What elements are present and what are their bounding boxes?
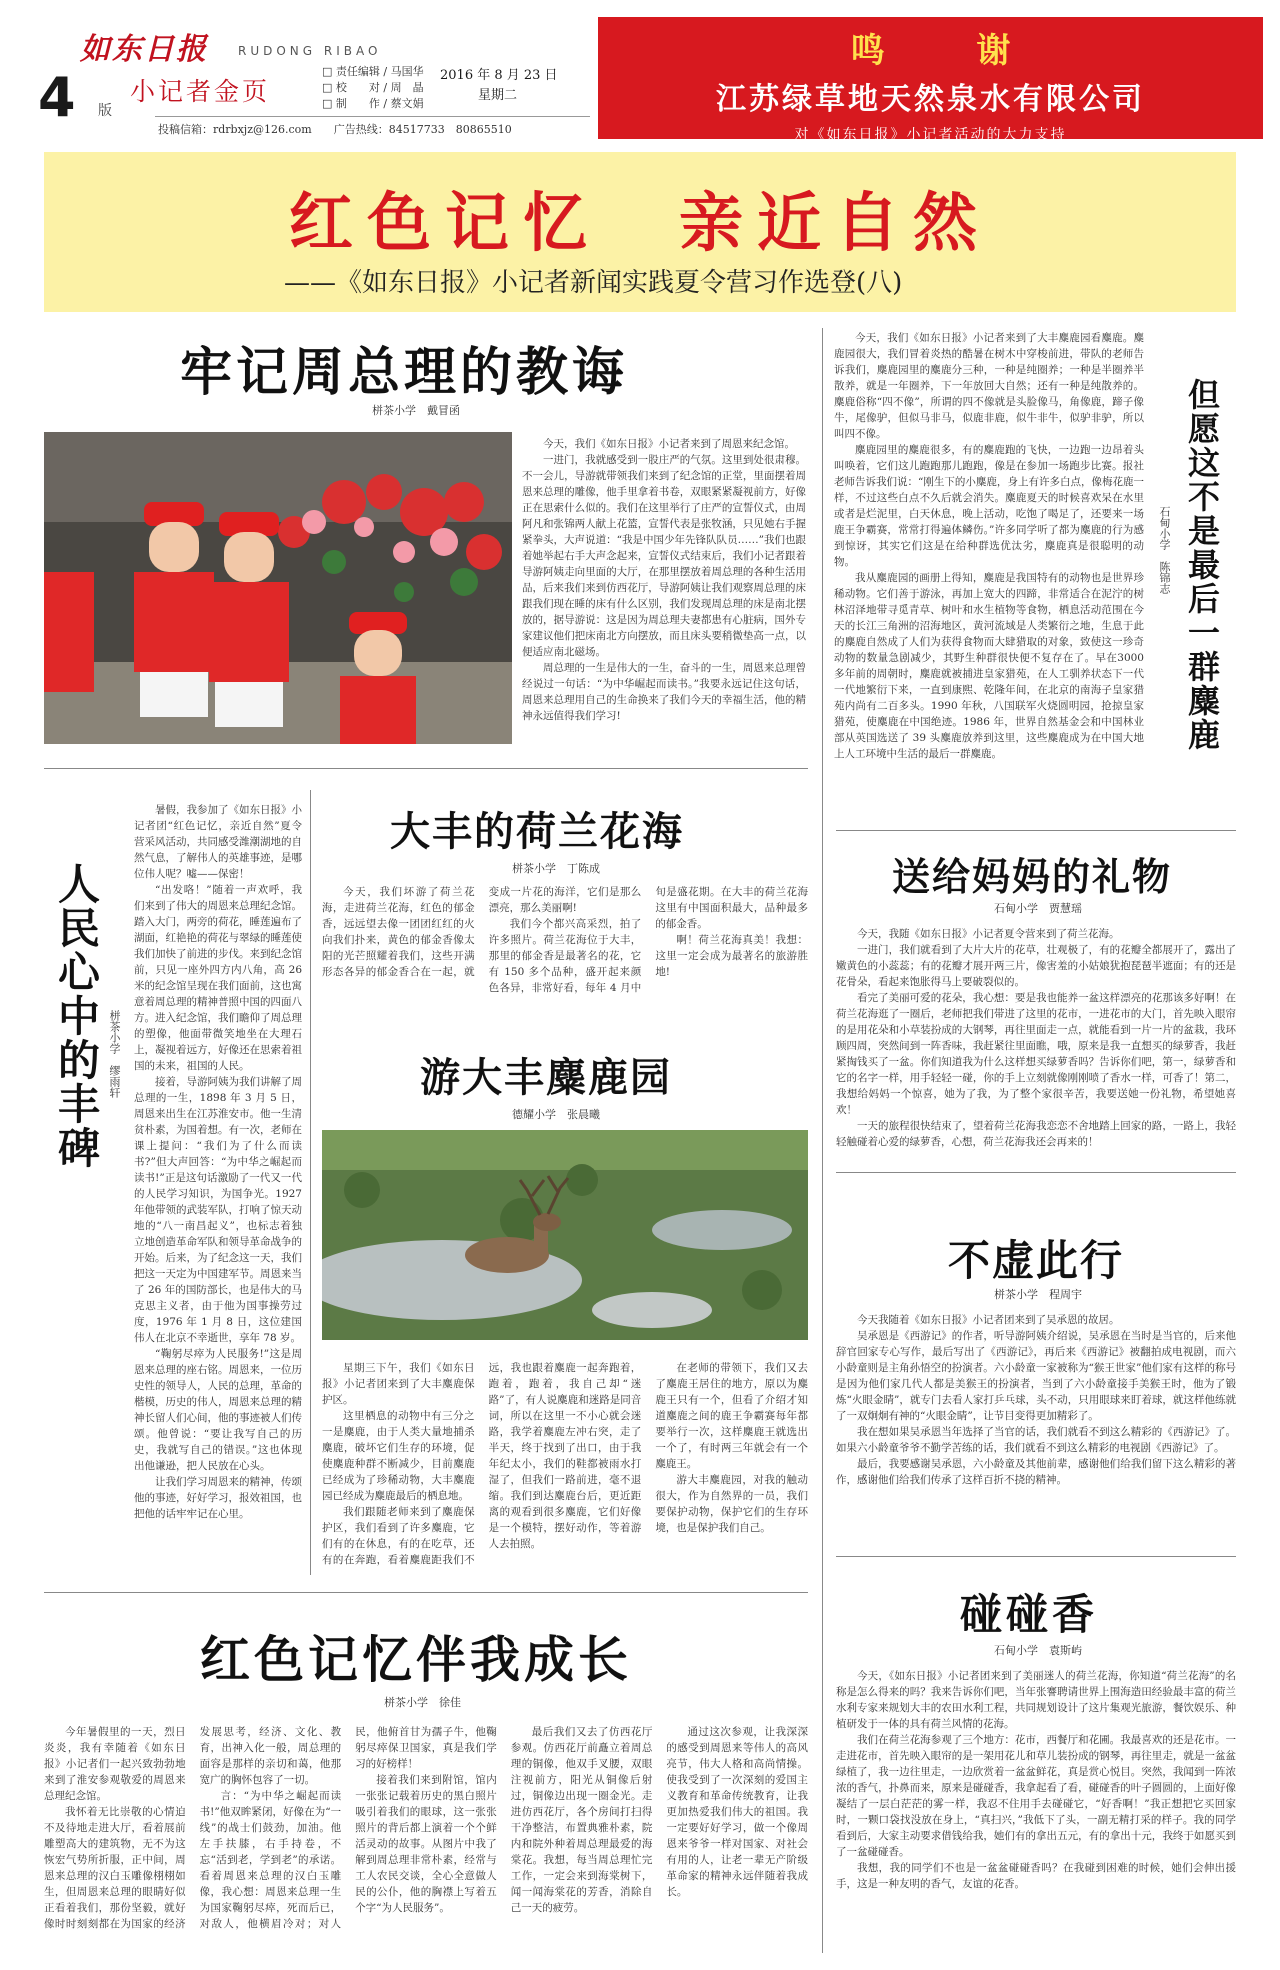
paragraph: 最后我们又去了仿西花厅参观。仿西花厅前矗立着周总理的铜像，他双手叉腰，双眼注视前方，阳光从铜像后射过，铜像边出现一圈金光。走进仿西花厅，各个房间打扫得干净整洁，布置典雅朴素，院内和院外种着周总理最爱的海棠花。我想，每当周总理忙完工作，一定会来到海棠树下，闻一闻海棠花的芳香，消除自己一天的疲劳。 <box>510 1726 653 1914</box>
paragraph: 一进门，我就感受到一股庄严的气氛。这里到处很肃穆。不一会儿，导游就带领我们来到了纪念馆的正堂，里面摆着周恩来总理的雕像，他手里拿着书卷，双眼紧紧凝视前方，好像正在思索什么似的。我们在这里举行了庄严的宣誓仪式，由周阿凡和张锦两人献上花篮，宣誓代表是张牧涵，只见她右手握紧拳头，大声说道：“我是中国少年先锋队队员……”我们也跟着她举起右手大声念起来，宣誓仪式结束后，我们小记者跟着导游阿姨走向里面的大厅，在那里摆放着周总理的各种生活用品，后来我们来到仿西花厅，导游阿姨让我们观察周总理的床跟我们现在睡的床有什么区别，我们发现周总理的床是南北摆放的，据导游说：这是因为周总理夫妻都患有心脏病，国外专家建议他们把床南北方向摆放，而且床头要稍微垫高一点，以便适应南北磁场。 <box>522 454 806 658</box>
paragraph: “鞠躬尽瘁为人民服务!”这是周恩来总理的座右铭。周恩来，一位历史性的领导人，人民的总理，革命的楷模，历史的伟人，周恩来总理的精神长留人们心间，他的事迹被人们传颂。他曾说：“要让我写自己的历史，我就写自己的错误。”这也体现出他谦逊，把人民放在心头。 <box>134 1348 302 1472</box>
paragraph: 言：“为中华之崛起而读书!”他双眸紧闭，好像在为“一线”的战士们鼓劲，加油。他左手扶膝，右手持卷，不忘“活到老，学到老”的承诺。看着周恩来总理的汉白玉雕像，我心想：周恩来总理一生为国家鞠躬尽瘁，死而后已，对敌人，他横眉冷对；对人民，他俯首甘为孺子牛，他鞠躬尽瘁保卫国家，真是我们学习的好榜样！ <box>199 1726 497 1930</box>
article-body <box>522 436 806 756</box>
article-title: 送给妈妈的礼物 <box>892 854 1173 899</box>
paragraph: 麋鹿园里的麋鹿很多，有的麋鹿跑的飞快，一边跑一边昂着头叫唤着，它们这儿跑跑那儿跑跑，像是在参加一场跑步比赛。报社老师告诉我们说：“刚生下的小麋鹿，身上有许多白点，像梅花鹿一样，不过这些白点不久后就会消失。麋鹿夏天的时候喜欢呆在水里或者是烂泥里，白天休息，晚上活动，吃饱了喝足了，还要来一场鹿王争霸赛，常常打得遍体鳞伤。”许多同学听了都为麋鹿的行为感到惊讶，其实它们这是在给种群选优汰劣，麋鹿真是很聪明的动物。 <box>834 444 1144 568</box>
banner-headline: 红色记忆 亲近自然 <box>289 186 991 261</box>
paragraph: 啊！荷兰花海真美！我想：这里一定会成为最著名的旅游胜地! <box>655 934 808 978</box>
paragraph: 我从麋鹿园的画册上得知，麋鹿是我国特有的动物也是世界珍稀动物。它们善于游泳，再加上宽大的四蹄，非常适合在泥泞的树林沼泽地带寻觅青草、树叶和水生植物等食物，栖息活动范围在今天的长江三角洲的沼海地区，黄河流域是人类繁衍之地，生息于此的麋鹿自然成了人们为获得食物而大肆猎取的对象，致使这一珍奇动物的数量急剧减少，其野生种群很快便不复存在了。早在3000 多年前的周朝时，麋鹿就被捕进皇家猎苑，在人工驯养状态下一代一代地繁衍下来，一直到康熙、乾隆年间，在北京的南海子皇家猎苑内尚有二百多头。1990 年秋，八国联军火烧圆明园，抢掠皇家猎苑，使麋鹿在中国绝迹。1986 年，世界自然基金会和中国林业部从英国选送了 39 头麋鹿放养到这里，这些麋鹿成为在中国大地上人工环境中生活的最后一群麋鹿。 <box>834 572 1144 760</box>
feature-banner <box>44 152 1236 312</box>
article-title: 游大丰麋鹿园 <box>420 1054 672 1101</box>
issue-date <box>440 66 558 106</box>
paragraph: 周总理的一生是伟大的一生，奋斗的一生，周恩来总理曾经说过一句话：“为中华崛起而读书。”我要永远记住这句话，周恩来总理用自己的生命换来了我们今天的幸福生活，他的精神永远值得我们学习! <box>522 662 806 722</box>
paragraph: 在老师的带领下，我们又去了麋鹿王居住的地方，原以为麋鹿王只有一个，但看了介绍才知道麋鹿之间的鹿王争霸赛每年都要举行一次，这样麋鹿王就选出一个了，有时两三年就会有一个麋鹿王。 <box>655 1362 808 1470</box>
paragraph: 看完了美丽可爱的花朵，我心想：要是我也能养一盆这样漂亮的花那该多好啊！在荷兰花海逛了一圈后，老师把我们带进了这里的花市，一进花市的大门，首先映入眼帘的是用花朵和小草装扮成的大钢琴，再往里面走一点，就能看到一片一片的盆栽，我环顾四周，突然间到一阵香味，我赶紧往里面瞧，哦，原来是我一直想买的绿萝香，我赶紧掏钱买了一盆。你们知道我为什么这样想买绿萝香吗？告诉你们吧，第一，绿萝香和它的名字一样，用手轻轻一碰，你的手上立刻就像刚刚喷了香水一样，可香了！第二，我想给妈妈一个惊喜，她为了我，为了整个家很辛苦，我要送她一份礼物，希望她喜欢！ <box>836 992 1236 1116</box>
paragraph: 通过这次参观，让我深深的感受到周恩来等伟人的高风亮节，伟大人格和高尚情操。使我受到了一次深刻的爱国主义教育和革命传统教育，让我更加热爱我们伟大的祖国。我一定要好好学习，做一个像周恩来爷爷一样对国家、对社会有用的人，让老一辈无产阶级革命家的精神永远伴随着我成长。 <box>666 1726 808 1898</box>
paragraph: 我们跟随老师来到了麋鹿保护区，我们看到了许多麋鹿，它们有的在休息，有的在吃草，还有的在奔跑，看着麋鹿距我们不远，我也跟着麋鹿一起奔跑着，跑着，跑着，我自己却“迷路”了，有人说麋鹿和迷路是同音词，所以在这里一不小心就会迷路，我学着麋鹿左冲右突，走了半天，终于找到了出口，由于我年纪太小，我们的鞋都被雨水打湿了，但我们一路前进，毫不退缩。我们到达麋鹿台后，更近距离的观看到很多麋鹿，它们好像是一个模特，摆好动作，等着游人去拍照。 <box>322 1362 642 1566</box>
article-title: 牢记周总理的教诲 <box>180 342 629 403</box>
camera-photo-icon <box>44 432 512 744</box>
weekday-text: 星期二 <box>478 88 518 103</box>
paragraph: 吴承恩是《西游记》的作者，听导游阿姨介绍说，吴承恩在当时是当官的，后来他辞官回家专心写作，最后写出了《西游记》，再后来《西游记》被翻拍成电视剧，而六小龄童则是主角孙悟空的扮演者。六小龄童一家被称为“猴王世家”他们家有这样的称号是因为他们家几代人都是美猴王的扮演者，当到了六小龄童接手美猴王时，他为了锻炼“火眼金睛”，就专门去看人家打乒乓球，头不动，只用眼球来盯着球，就这样他练就了一双炯炯有神的“火眼金睛”，让节目变得更加精彩了。 <box>836 1330 1236 1422</box>
paragraph: 我们今个都兴高采烈，拍了许多照片。荷兰花海位于大丰，那里的郁金香是最著名的花，它有 150 多个品种，盛开起来颜色各异，非常好看，每年 4 月中旬是盛花期。在大丰的荷兰花海这里有中国面积最大，品种最多的郁金香。 <box>488 886 808 994</box>
masthead-divider <box>155 116 590 117</box>
paragraph: 今年暑假里的一天，烈日炎炎，我有幸随着《如东日报》小记者们一起兴致勃勃地来到了淮安参观敬爱的周恩来总理纪念馆。 <box>44 1726 186 1802</box>
newspaper-brand-en: RUDONG RIBAO <box>238 44 382 58</box>
row-divider <box>836 1172 1236 1173</box>
paragraph: 这里栖息的动物中有三分之一是麋鹿，由于人类大量地捕杀麋鹿，破坏它们生存的环境，促使麋鹿种群不断减少，目前麋鹿已经成为了珍稀动物，大丰麋鹿园已经成为麋鹿最后的栖息地。 <box>322 1410 475 1502</box>
column-divider <box>310 790 311 1575</box>
paragraph: 我想，我的同学们不也是一盆盆碰碰香吗？在我碰到困难的时候，她们会伸出援手，这是一种友明的香气，友谊的花香。 <box>836 1862 1236 1890</box>
article-body <box>836 1312 1236 1550</box>
deer-photo <box>322 1130 808 1340</box>
article-body <box>322 1360 808 1570</box>
paragraph: 今天我随着《如东日报》小记者团来到了吴承恩的故居。 <box>857 1314 1120 1326</box>
paragraph: 接着，导游阿姨为我们讲解了周总理的一生，1898 年 3 月 5 日，周恩来出生在江苏淮安市。他一生清贫朴素，为国着想。有一次，老师在课上提问：“我们为了什么而读书?”但大声回答：“为中华之崛起而读书!”正是这句话激励了一代又一代的人民学习知识，为国争光。1927 年他带领的武装军队，打响了惊天动地的“八一南昌起义”，也标志着独立地创造革命军队和领导革命战争的开始。后来，为了纪念这一天，我们把这一天定为中国建军节。周恩来当了 26 年的国防部长，也是伟大的马克思主义者，由于他为国事操劳过度，1976 年 1 月 8 日，这位建国伟人在北京不幸逝世，享年 78 岁。 <box>134 1076 302 1344</box>
article-title: 碰碰香 <box>960 1590 1099 1639</box>
row-divider <box>44 1592 808 1593</box>
thanks-box <box>598 17 1263 143</box>
article-title: 人民心中的丰碑 <box>52 862 101 1170</box>
paragraph: 星期三下午，我们《如东日报》小记者团来到了大丰麋鹿保护区。 <box>322 1362 475 1406</box>
article-byline: 石甸小学 袁斯屿 <box>994 1644 1082 1657</box>
deer-photo-icon <box>322 1130 808 1340</box>
article-body <box>134 802 302 1572</box>
editor-line: □ 制 作 / 蔡文娟 <box>322 97 424 110</box>
article-body <box>836 1668 1236 1956</box>
row-divider <box>836 830 1236 831</box>
column-divider <box>822 328 823 1953</box>
article-title: 红色记忆伴我成长 <box>200 1630 632 1689</box>
article-title: 但愿这不是最后一群麋鹿 <box>1183 378 1221 752</box>
paragraph: 接着我们来到附馆，馆内一张张记载着历史的黑白照片吸引着我们的眼球，这一张张照片的背后都上演着一个个鲜活灵动的故事。从图片中我了解到周总理非常朴素，经常与工人农民交谈，全心全意做人民的公仆，他的胸襟上写着五个字“为人民服务”。 <box>355 1774 497 1914</box>
paragraph: 最后，我要感谢吴承恩，六小龄童及其他前辈，感谢他们给我们留下这么精彩的著作，感谢他们给我们传承了这样百折不挠的精神。 <box>836 1458 1236 1486</box>
article-body <box>836 926 1236 1166</box>
editor-line: □ 责任编辑 / 马国华 <box>322 65 424 78</box>
contact-info: 投稿信箱：rdrbxjz@126.com 广告热线：84517733 80865510 <box>158 123 512 136</box>
paragraph: 我在想如果吴承恩当年选择了当官的话，我们就看不到这么精彩的《西游记》了。如果六小龄童爷爷不勤学苦练的话，我们就看不到这么精彩的电视剧《西游记》了。 <box>836 1426 1236 1454</box>
article-byline: 栟茶小学 缪雨轩 <box>108 1010 121 1098</box>
article-byline: 栟茶小学 徐佳 <box>384 1696 461 1709</box>
page-number: 4 <box>38 66 76 129</box>
paragraph: “出发咯！”随着一声欢呼，我们来到了伟大的周恩来总理纪念馆。踏入大门，两旁的荷花，睡莲遍布了湖面，红艳艳的荷花与翠绿的睡莲使我们加快了前进的步伐。来到纪念馆前，只见一座外四方内八角，高 26 米的纪念馆呈现在我们面前，这也寓意着周总理的精神普照中国的四面八方。进入纪念馆，我们瞻仰了周总理的塑像，他面带微笑地坐在大理石上，凝视着远方，好像还在思索着祖国的未来，祖国的人民。 <box>134 884 302 1072</box>
paragraph: 一天的旅程很快结束了，望着荷兰花海我恋恋不舍地踏上回家的路，一路上，我轻轻触碰着心爱的绿萝香，心想，荷兰花海我还会再来的！ <box>836 1120 1236 1148</box>
paragraph: 今天，我们坏游了荷兰花海，走进荷兰花海，红色的郁金香，远远望去像一团团红红的火向我们扑来，黄色的郁金香像太阳的光芒照耀着我们，这些开满形态各异的郁金香合在一起，就变成一片花的海洋，它们是那么漂亮，那么美丽啊! <box>322 886 642 978</box>
section-title: 小记者金页 <box>130 77 271 106</box>
paragraph: 今天，《如东日报》小记者团来到了美丽迷人的荷兰花海，你知道“荷兰花海”的名称是怎么得来的吗？我来告诉你们吧，当年张謇聘请世界上围海造田经验最丰富的荷兰水利专家来规划大丰的农田水利工程，共同规划设计了这片集观光旅游，餐饮娱乐、种植研发于一体的具有荷兰风情的花海。 <box>836 1670 1236 1730</box>
article-body <box>44 1724 808 1956</box>
paragraph: 让我们学习周恩来的精神，传颂他的事迹，好好学习，报效祖国，也把他的话牢牢记在心里。 <box>134 1476 302 1520</box>
article-byline: 石甸小学 贾慧瑶 <box>994 902 1082 915</box>
article-byline: 栟茶小学 戴冒函 <box>372 404 460 417</box>
paragraph: 我怀着无比崇敬的心情迫不及待地走进大厅，看着展前雕塑高大的建筑物，无不为这恢宏气势所折服，正中间，周恩来总理的汉白玉雕像栩栩如生，但周恩来总理的眼睛好似正看着我们，那份坚毅，就好像时时刻刻都在为国家的经济发展思考，经济、文化、教育，出神入化一般，周总理的面容是那样的亲切和蔼，他那宽广的胸怀包容了一切。 <box>44 1726 342 1930</box>
banner-subhead: ——《如东日报》小记者新闻实践夏令营习作选登(八) <box>284 268 903 298</box>
page-suffix: 版 <box>98 103 112 119</box>
article-title: 不虚此行 <box>948 1236 1125 1285</box>
article-byline: 石甸小学 陈锦志 <box>1158 506 1171 594</box>
paragraph: 今天，我们《如东日报》小记者来到了周恩来纪念馆。 <box>543 438 795 450</box>
editors-list <box>322 64 424 112</box>
article-title: 大丰的荷兰花海 <box>390 808 684 855</box>
paragraph: 一进门，我们就看到了大片大片的花草，壮观极了，有的花瓣全都展开了，露出了嫩黄色的小蕊蕊；有的花瓣才展开两三片，像害羞的小姑娘犹抱琵琶半遮面；有的还是花骨朵，看起来饱胀得马上要破裂似的。 <box>836 944 1236 988</box>
thanks-company: 江苏绿草地天然泉水有限公司 <box>716 82 1145 117</box>
article-body <box>834 330 1144 780</box>
paragraph: 暑假，我参加了《如东日报》小记者团“红色记忆，亲近自然”夏令营采风活动，共同感受潍潮湖地的自然气息，了解伟人的英雄事迹，是哪位伟人呢？嘘——保密！ <box>134 804 302 880</box>
paragraph: 游大丰麋鹿园，对我的触动很大，作为自然界的一员，我们要保护动物，保护它们的生存环境，也是保护我们自己。 <box>655 1474 808 1534</box>
newspaper-brand: 如东日报 <box>80 32 208 67</box>
paragraph: 今天，我随《如东日报》小记者夏令营来到了荷兰花海。 <box>857 928 1120 940</box>
row-divider <box>836 1556 1236 1557</box>
thanks-title: 鸣 谢 <box>850 31 1051 71</box>
thanks-note: 对《如东日报》小记者活动的大力支持 <box>794 127 1067 143</box>
paragraph: 我们在荷兰花海参观了三个地方：花市，西餐厅和花圃。我最喜欢的还是花市。一走进花市，首先映入眼帘的是一架用花儿和草儿装扮成的钢琴，再往里走，就是一盆盆绿植了，我一边往里走，一边欣赏着一盆盆鲜花，真是赏心悦目。突然，我闻到一阵浓浓的香气，扑鼻而来，原来是碰碰香，我拿起看了看，碰碰香的叶子圆圆的，上面好像凝结了一层白茫茫的雾一样，我忍不住用手去碰碰它，“好香啊！”我正想把它买回家时，一颗口袋找没放在身上，“真扫兴，”我低下了头，一副无精打采的样子。我的同学看到后，大家主动要求借钱给我，她们有的拿出五元，有的拿出十元，我终于如愿买到了一盆碰碰香。 <box>836 1734 1236 1858</box>
row-divider <box>44 768 808 769</box>
salute-photo <box>44 432 512 744</box>
article-body <box>322 884 808 1026</box>
date-text: 2016 年 8 月 23 日 <box>440 68 558 83</box>
editor-line: □ 校 对 / 周 晶 <box>322 81 424 94</box>
article-byline: 德耀小学 张晨曦 <box>512 1108 600 1121</box>
paragraph: 今天，我们《如东日报》小记者来到了大丰麋鹿园看麋鹿。麋鹿园很大，我们冒着炎热的酷暑在树木中穿梭前进，带队的老师告诉我们，麋鹿园里的麋鹿分三种，一种是纯圈养；一种是半圈养半散养，就是一年圈养，下一年放回大自然；还有一种是纯散养的。麋鹿俗称“四不像”，所谓的四不像就是头脸像马，角像鹿，蹄子像牛，尾像驴，但似马非马，似鹿非鹿，似牛非牛，似驴非驴，所以叫四不像。 <box>834 332 1144 440</box>
article-byline: 栟茶小学 丁陈成 <box>512 862 600 875</box>
article-byline: 栟茶小学 程周宇 <box>994 1288 1082 1301</box>
